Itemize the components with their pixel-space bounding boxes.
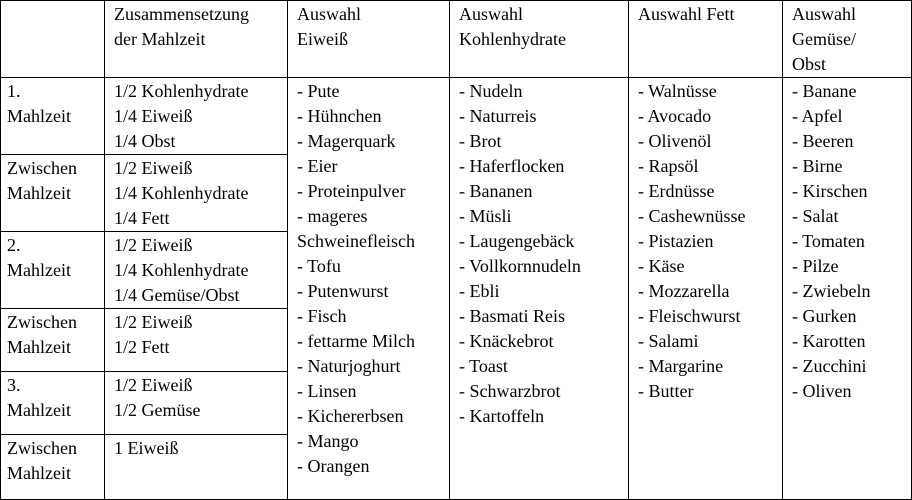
- fat-list-line: - Salami: [638, 331, 699, 351]
- header-protein-line: Auswahl: [297, 4, 361, 24]
- meal-composition-line: 1/4 Kohlenhydrate: [114, 183, 249, 203]
- fat-list-line: - Käse: [638, 256, 685, 276]
- veg-fruit-list-line: - Zucchini: [792, 356, 867, 376]
- carb-list-line: - Müsli: [459, 206, 512, 226]
- meal-composition: [105, 232, 288, 309]
- meal-name: [1, 78, 105, 155]
- meal-composition: [105, 78, 288, 155]
- header-fat-line: Auswahl Fett: [638, 4, 735, 24]
- protein-list-line: - Naturjoghurt: [297, 356, 401, 376]
- fat-list-line: - Avocado: [638, 106, 712, 126]
- protein-list-line: - Fisch: [297, 306, 347, 326]
- veg-fruit-list-line: - Salat: [792, 206, 839, 226]
- carb-list-line: - Bananen: [459, 181, 533, 201]
- header-protein-line: Eiweiß: [297, 29, 348, 49]
- carb-list-line: - Ebli: [459, 281, 500, 301]
- fat-list-line: - Pistazien: [638, 231, 714, 251]
- meal-composition-line: 1/2 Eiweiß: [114, 312, 193, 332]
- header-carbs-line: Auswahl: [459, 4, 523, 24]
- fat-list-line: - Cashewnüsse: [638, 206, 746, 226]
- header-empty: [1, 1, 105, 78]
- fat-list-line: - Margarine: [638, 356, 724, 376]
- carb-list-line: - Nudeln: [459, 81, 523, 101]
- meal-composition: [105, 155, 288, 232]
- meal-name-line: 3.: [7, 375, 21, 395]
- veg-fruit-list-line: - Kirschen: [792, 181, 868, 201]
- meal-name-line: Mahlzeit: [7, 183, 71, 203]
- fat-list-line: - Butter: [638, 381, 694, 401]
- meal-composition: [105, 435, 288, 500]
- header-veg-fruit-line: Obst: [792, 54, 827, 74]
- meal-name-line: 2.: [7, 235, 21, 255]
- carb-list-line: - Basmati Reis: [459, 306, 565, 326]
- meal-composition: [105, 309, 288, 372]
- meal-name-line: Mahlzeit: [7, 260, 71, 280]
- meal-name: [1, 155, 105, 232]
- carb-list-line: - Laugengebäck: [459, 231, 575, 251]
- meal-name-line: Mahlzeit: [7, 337, 71, 357]
- protein-list: [288, 78, 450, 500]
- protein-list-line: - fettarme Milch: [297, 331, 415, 351]
- protein-list-line: - Linsen: [297, 381, 357, 401]
- veg-fruit-list-line: - Pilze: [792, 256, 839, 276]
- fat-list-line: - Erdnüsse: [638, 181, 715, 201]
- veg-fruit-list-line: - Tomaten: [792, 231, 865, 251]
- veg-fruit-list-line: - Oliven: [792, 381, 852, 401]
- meal-composition-line: 1/2 Fett: [114, 337, 170, 357]
- meal-composition-line: 1/2 Kohlenhydrate: [114, 81, 249, 101]
- header-fat: [629, 1, 783, 78]
- meal-name-line: Mahlzeit: [7, 400, 71, 420]
- carb-list-line: - Kartoffeln: [459, 406, 545, 426]
- meal-composition-line: 1/2 Eiweiß: [114, 375, 193, 395]
- header-carbs-line: Kohlenhydrate: [459, 29, 566, 49]
- meal-composition-line: 1 Eiweiß: [114, 438, 179, 458]
- meal-composition-line: 1/2 Eiweiß: [114, 158, 193, 178]
- carb-list-line: - Brot: [459, 131, 502, 151]
- header-empty-line: [10, 2, 100, 27]
- fat-list-line: - Mozzarella: [638, 281, 730, 301]
- protein-list-line: - Proteinpulver: [297, 181, 406, 201]
- fat-list-line: - Fleischwurst: [638, 306, 741, 326]
- meal-name: [1, 232, 105, 309]
- protein-list-line: - Mango: [297, 431, 359, 451]
- meal-composition-line: 1/4 Obst: [114, 131, 176, 151]
- meal-composition-line: 1/2 Eiweiß: [114, 235, 193, 255]
- meal-name-line: Mahlzeit: [7, 463, 71, 483]
- header-veg-fruit-line: Gemüse/: [792, 29, 856, 49]
- veg-fruit-list-line: - Zwiebeln: [792, 281, 871, 301]
- carb-list-line: - Knäckebrot: [459, 331, 554, 351]
- header-veg-fruit: [783, 1, 912, 78]
- veg-fruit-list-line: - Beeren: [792, 131, 854, 151]
- meal-composition-line: 1/2 Gemüse: [114, 400, 201, 420]
- meal-name-line: 1.: [7, 81, 21, 101]
- header-composition-line: der Mahlzeit: [114, 29, 206, 49]
- veg-fruit-list: [783, 78, 912, 500]
- fat-list-line: - Rapsöl: [638, 156, 699, 176]
- meal-composition-line: 1/4 Fett: [114, 208, 170, 228]
- carb-list-line: - Schwarzbrot: [459, 381, 561, 401]
- meal-composition-line: 1/4 Eiweiß: [114, 106, 193, 126]
- meal-name: [1, 435, 105, 500]
- veg-fruit-list-line: - Banane: [792, 81, 857, 101]
- header-veg-fruit-line: Auswahl: [792, 4, 856, 24]
- meal-name: [1, 309, 105, 372]
- fat-list-line: - Olivenöl: [638, 131, 712, 151]
- carb-list-line: - Naturreis: [459, 106, 537, 126]
- protein-list-line: Schweinefleisch: [297, 231, 415, 251]
- meal-name-line: Zwischen: [7, 438, 77, 458]
- header-composition: [105, 1, 288, 78]
- protein-list-line: - Eier: [297, 156, 338, 176]
- meal-name-line: Zwischen: [7, 158, 77, 178]
- fat-list-line: - Walnüsse: [638, 81, 717, 101]
- meal-name-line: Mahlzeit: [7, 106, 71, 126]
- carb-list-line: - Vollkornnudeln: [459, 256, 581, 276]
- veg-fruit-list-line: - Birne: [792, 156, 843, 176]
- protein-list-line: - Pute: [297, 81, 340, 101]
- veg-fruit-list-line: - Karotten: [792, 331, 866, 351]
- header-row: [1, 1, 912, 78]
- meal-composition-line: 1/4 Gemüse/Obst: [114, 285, 240, 305]
- protein-list-line: - Orangen: [297, 456, 370, 476]
- meal-name: [1, 372, 105, 435]
- veg-fruit-list-line: - Gurken: [792, 306, 857, 326]
- protein-list-line: - Tofu: [297, 256, 341, 276]
- protein-list-line: - Magerquark: [297, 131, 396, 151]
- veg-fruit-list-line: - Apfel: [792, 106, 843, 126]
- meal-composition-line: 1/4 Kohlenhydrate: [114, 260, 249, 280]
- carb-list-line: - Toast: [459, 356, 508, 376]
- fat-list: [629, 78, 783, 500]
- carb-list: [450, 78, 629, 500]
- meal-composition: [105, 372, 288, 435]
- header-carbs: [450, 1, 629, 78]
- meal-name-line: Zwischen: [7, 312, 77, 332]
- carb-list-line: - Haferflocken: [459, 156, 565, 176]
- protein-list-line: - Hühnchen: [297, 106, 382, 126]
- protein-list-line: - Kichererbsen: [297, 406, 404, 426]
- protein-list-line: - mageres: [297, 206, 368, 226]
- protein-list-line: - Putenwurst: [297, 281, 389, 301]
- header-protein: [288, 1, 450, 78]
- header-composition-line: Zusammensetzung: [114, 4, 249, 24]
- meal-row: [1, 78, 912, 155]
